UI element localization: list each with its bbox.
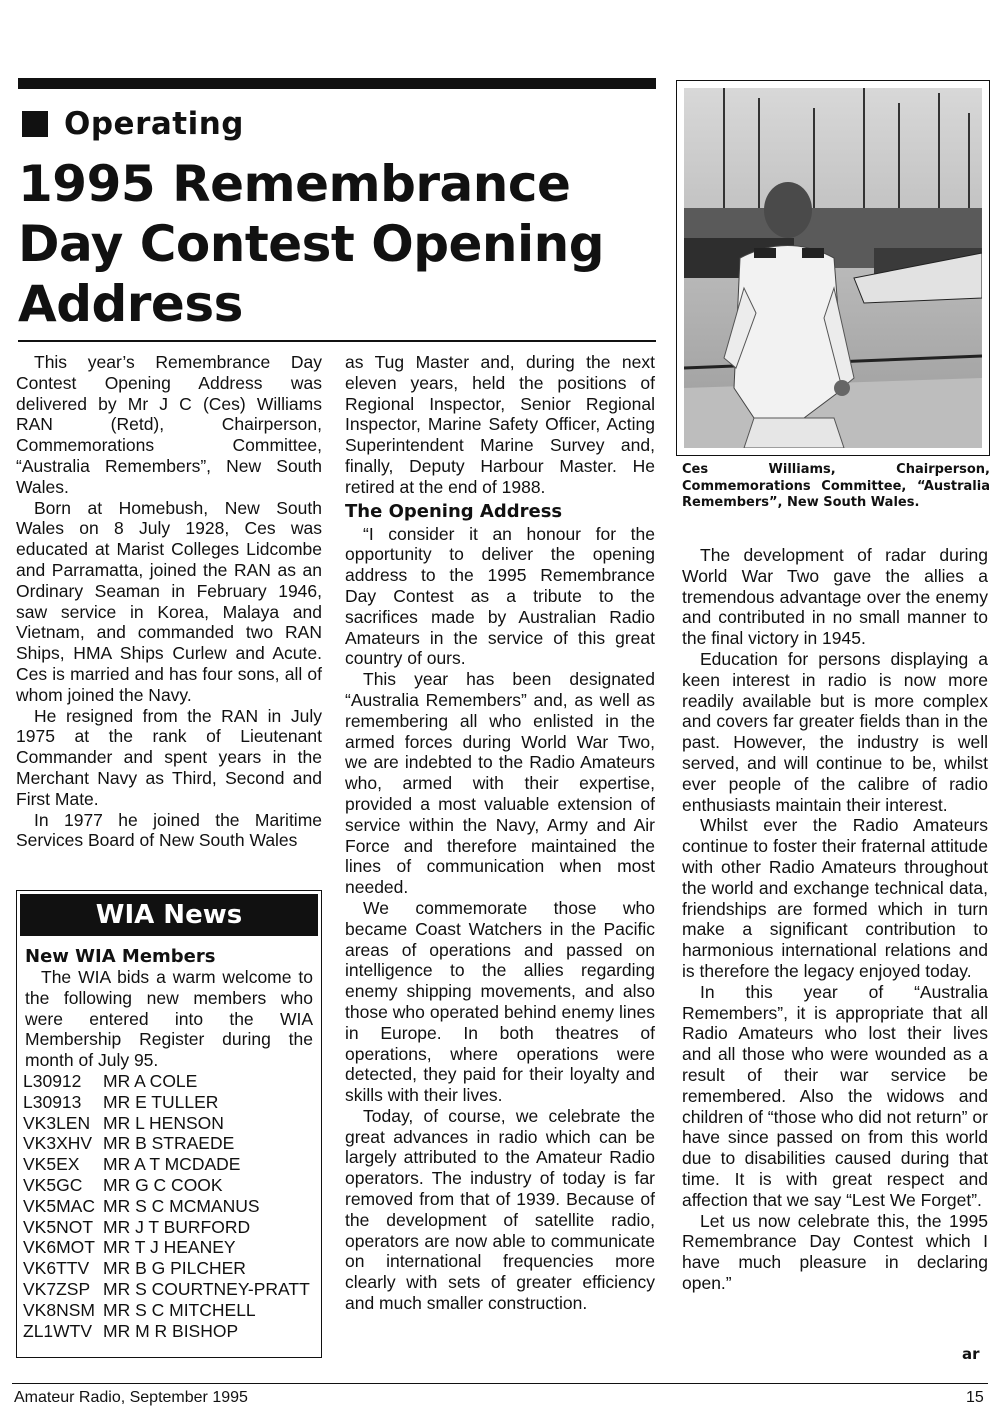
paragraph: This year’s Remembrance Day Contest Opening Address was delivered by Mr J C (Ces) Williams RAN (Retd), Chairperson, Commemorations Committee, “Australia Remembers”, New South Wales. — [16, 352, 322, 497]
member-name: MR M R BISHOP — [103, 1320, 239, 1341]
portrait-photo — [676, 80, 990, 456]
paragraph: In 1977 he joined the Maritime Services Board of New South Wales — [16, 809, 322, 851]
photo-caption: Ces Williams, Chairperson, Commemorations Committee, “Australia Remembers”, New South Wales. — [682, 462, 990, 510]
member-name: MR A T MCDADE — [103, 1154, 241, 1175]
list-item — [23, 1133, 321, 1154]
list-item — [23, 1279, 321, 1300]
article-signoff: ar — [962, 1345, 980, 1363]
list-item — [23, 1175, 321, 1196]
member-callsign: VK3XHV — [23, 1133, 93, 1154]
member-callsign: VK5MAC — [23, 1195, 95, 1216]
page-number: 15 — [966, 1389, 984, 1406]
section-label-text: Operating — [64, 106, 244, 142]
member-name: MR A COLE — [103, 1070, 198, 1091]
wia-news-subtitle: New WIA Members — [25, 946, 216, 967]
member-callsign: VK6MOT — [23, 1237, 95, 1258]
member-name: MR E TULLER — [103, 1091, 219, 1112]
paragraph: “I consider it an honour for the opportunity to deliver the opening address to the 1995 Remembrance Day Contest as a tribute to the sacrifices made by Australian Radio Amateurs in the service of this great country of ours. — [345, 523, 655, 669]
footer-publication: Amateur Radio, September 1995 — [14, 1389, 248, 1406]
paragraph: Born at Homebush, New South Wales on 8 July 1928, Ces was educated at Marist Colleges Lidcombe and Parramatta, joined the RAN as an Ordinary Seaman in February 1946, saw service in Korea, Malaya and Vietnam, and commanded two RAN Ships, HMA Ships Curlew and Acute. Ces is married and has four sons, all of whom joined the Navy. — [16, 497, 322, 705]
top-rule — [18, 78, 656, 89]
paragraph: In this year of “Australia Remembers”, it is appropriate that all Radio Amateurs who lost their lives and all those who were wounded as a result of their war service be remembered. Also the widows and children of “those who did not return” or have since passed on from this world due to disabilities caused during that time. It is with great respect and affection that we say “Lest We Forget”. — [682, 981, 988, 1210]
subheading: The Opening Address — [345, 500, 563, 522]
member-list — [23, 1071, 321, 1341]
paragraph: as Tug Master and, during the next eleven years, held the positions of Regional Inspector, Senior Regional Inspector, Marine Safety Officer, Acting Superintendent Marine Survey and, finally, Deputy Harbour Master. He retired at the end of 1988. — [345, 352, 655, 497]
paragraph: Today, of course, we celebrate the great advances in radio which can be largely attributed to the Amateur Radio operators. The industry of today is far removed from that of 1939. Because of the development of satellite radio, operators are now able to communicate on international frequencies more clearly with sets of greater efficiency and much smaller construction. — [345, 1105, 655, 1314]
article-column-1 — [16, 352, 322, 851]
article-column-2 — [345, 352, 655, 1314]
wia-news-intro: The WIA bids a warm welcome to the following new members who were entered into the WIA Membership Register during the month of July 95. — [25, 967, 313, 1071]
paragraph: We commemorate those who became Coast Watchers in the Pacific areas of operations and passed on intelligence to the allies regarding enemy shipping movements, and also those who operated behind enemy lines in Europe. In both theatres of operations, where operations were detected, they paid for their loyalty and skills with their lives. — [345, 897, 655, 1106]
wia-news-title: WIA News — [20, 894, 318, 936]
paragraph: The development of radar during World War Two gave the allies a tremendous advantage over the enemy and contributed in no small manner to the final victory in 1945. — [682, 545, 988, 649]
list-item — [23, 1237, 321, 1258]
list-item — [23, 1300, 321, 1321]
member-callsign: VK6TTV — [23, 1258, 90, 1279]
article-headline: 1995 Remembrance Day Contest Opening Address — [18, 155, 605, 333]
member-name: MR S C MITCHELL — [103, 1299, 256, 1320]
member-name: MR S COURTNEY-PRATT — [103, 1278, 310, 1299]
list-item — [23, 1071, 321, 1092]
list-item — [23, 1196, 321, 1217]
paragraph: This year has been designated “Australia Remembers” and, as well as remembering all who enlisted in the armed forces during World War Two, we are indebted to the Radio Amateurs who, armed with their expertise, provided a most valuable extension of service within the Navy, Army and Air Force and therefore maintained the lines of communication when most needed. — [345, 669, 655, 898]
list-item — [23, 1258, 321, 1279]
member-name: MR T J HEANEY — [103, 1237, 236, 1258]
wia-news-box — [16, 890, 322, 1358]
member-name: MR J T BURFORD — [103, 1216, 251, 1237]
member-callsign: VK7ZSP — [23, 1278, 91, 1299]
member-callsign: VK5NOT — [23, 1216, 94, 1237]
member-callsign: VK3LEN — [23, 1112, 91, 1133]
list-item — [23, 1217, 321, 1238]
member-callsign: VK5EX — [23, 1154, 80, 1175]
paragraph: Whilst ever the Radio Amateurs continue to foster their fraternal attitude with other Radio Amateurs throughout the world and exchange technical data, friendships are formed which in turn make a significant contribution to harmonious international relations and is therefore the legacy enjoyed today. — [682, 815, 988, 981]
paragraph: Education for persons displaying a keen interest in radio is now more readily available but is more complex and covers far greater fields than in the past. However, the industry is well served, and will continue to be, whilst ever people of the calibre of radio enthusiasts maintain their interest. — [682, 648, 988, 815]
footer-rule — [12, 1383, 988, 1384]
paragraph: He resigned from the RAN in July 1975 at the rank of Lieutenant Commander and spent years in the Merchant Navy as Third, Second and First Mate. — [16, 705, 322, 809]
portrait-image — [684, 88, 982, 448]
member-name: MR B STRAEDE — [103, 1133, 235, 1154]
member-callsign: VK8NSM — [23, 1299, 95, 1320]
section-label — [22, 106, 244, 142]
headline-rule — [18, 340, 656, 342]
member-callsign: ZL1WTV — [23, 1320, 93, 1341]
square-bullet-icon — [22, 111, 48, 137]
member-callsign: L30913 — [23, 1091, 82, 1112]
member-callsign: VK5GC — [23, 1174, 83, 1195]
list-item — [23, 1113, 321, 1134]
paragraph: Let us now celebrate this, the 1995 Remembrance Day Contest which I have much pleasure in declaring open.” — [682, 1210, 988, 1293]
article-column-3 — [682, 545, 988, 1294]
member-name: MR L HENSON — [103, 1112, 224, 1133]
list-item — [23, 1321, 321, 1342]
member-name: MR G C COOK — [103, 1174, 223, 1195]
list-item — [23, 1092, 321, 1113]
list-item — [23, 1154, 321, 1175]
member-name: MR B G PILCHER — [103, 1258, 246, 1279]
member-callsign: L30912 — [23, 1070, 82, 1091]
member-name: MR S C MCMANUS — [103, 1195, 260, 1216]
